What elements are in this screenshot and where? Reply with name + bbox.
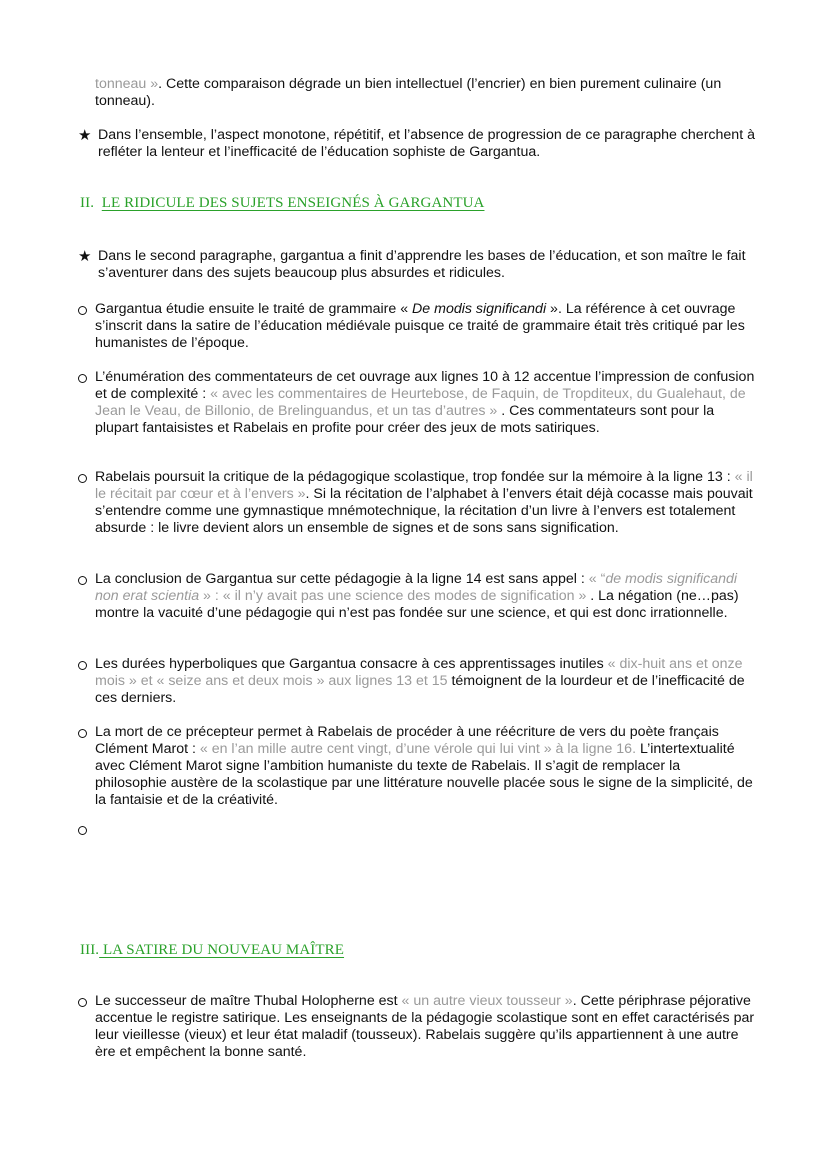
continuation-paragraph — [95, 76, 755, 110]
paragraph-text: . Cette comparaison dégrade un bien intellectuel (l’encrier) en bien purement culinaire (un tonneau). — [95, 76, 722, 109]
list-item — [95, 469, 755, 537]
section-number: II. — [80, 195, 95, 211]
quote-text: « avec les commentaires de Heurtebose, de Faquin, de Tropditeux, du Gualehaut, de Jean le Veau, de Billonio, de Brelinguandus, et un tas d’autres » — [95, 386, 746, 419]
circle-bullet-icon — [78, 729, 87, 738]
circle-bullet-icon — [78, 576, 87, 585]
item-text: Les durées hyperboliques que Gargantua consacre à ces apprentissages inutiles — [95, 656, 608, 672]
section-title — [99, 942, 344, 958]
quote-text: » : « il n’y avait pas une science des modes de signification » — [199, 588, 587, 604]
list-item — [95, 369, 755, 437]
list-item — [95, 993, 755, 1061]
quote-text: « un autre vieux tousseur » — [401, 993, 573, 1009]
quote-text: « “ — [588, 571, 606, 587]
circle-bullet-icon — [78, 998, 87, 1007]
circle-bullet-icon — [78, 661, 87, 670]
item-text: La mort de ce précepteur permet à Rabelais de procéder à une réécriture de vers du poète français Clément Marot : — [95, 724, 719, 757]
item-text: L’énumération des commentateurs de cet ouvrage aux lignes 10 à 12 accentue l’impression de confusion et de complexité : — [95, 369, 755, 402]
star-bullet-icon: ★ — [78, 248, 92, 265]
section-number: III. — [80, 942, 100, 958]
list-item — [95, 571, 755, 622]
circle-bullet-icon — [78, 306, 87, 315]
section-title: LE RIDICULE DES SUJETS ENSEIGNÉS À GARGANTUA — [101, 195, 485, 211]
quote-text: « dix-huit ans et onze mois » et « seize ans et deux mois » aux lignes 13 et 15 — [95, 656, 743, 689]
star-bullet-icon: ★ — [78, 127, 92, 144]
item-text: La conclusion de Gargantua sur cette pédagogie à la ligne 14 est sans appel : — [95, 571, 589, 587]
circle-bullet-icon — [78, 826, 87, 835]
quote-text: « il le récitait par cœur et à l’envers » — [95, 469, 753, 502]
list-item — [95, 656, 755, 707]
item-text: L’intertextualité avec Clément Marot signe l’ambition humaniste du texte de Rabelais. Il s’agit de remplacer la philosophie austère de la scolastique par une littérature nouvelle placée sous le signe de la simplicité, de la fantaisie et de la créativité. — [95, 741, 753, 808]
quote-italic: de modis significandi non erat scientia — [95, 571, 738, 604]
item-text: . La négation (ne…pas) montre la vacuité d’une pédagogie qui n’est pas fondée sur une science, et qui est donc irrationnelle. — [95, 588, 739, 621]
section-heading-3 — [80, 942, 344, 959]
section-heading-2 — [80, 195, 484, 212]
circle-bullet-icon — [78, 474, 87, 483]
quote-text: tonneau » — [95, 76, 159, 92]
quote-text: « en l’an mille autre cent vingt, d’une vérole qui lui vint » à la ligne 16. — [199, 741, 637, 757]
italic-title: De modis significandi — [412, 301, 547, 317]
list-item — [95, 301, 755, 352]
item-text: . Si la récitation de l’alphabet à l’envers était déjà cocasse mais pouvait s’entendre comme une gymnastique mnémotechnique, la récitation d’un livre à l’envers est totalement absurde : le livre devient alors un ensemble de signes et de sons sans signification. — [95, 486, 753, 536]
item-text: Le successeur de maître Thubal Holopherne est — [95, 993, 402, 1009]
item-text: . Ces commentateurs sont pour la plupart fantaisistes et Rabelais en profite pour créer des jeux de mots satiriques. — [95, 403, 715, 436]
item-text: ». La référence à cet ouvrage s’inscrit dans la satire de l’éducation médiévale puisque ce traité de grammaire était très critiqué par les humanistes de l’époque. — [95, 301, 745, 351]
list-item — [95, 724, 755, 809]
circle-bullet-icon — [78, 374, 87, 383]
star-item: Dans l’ensemble, l’aspect monotone, répétitif, et l’absence de progression de ce paragraphe cherchent à refléter la lenteur et l’inefficacité de l’éducation sophiste de Gargantua. — [98, 127, 755, 160]
item-text: Rabelais poursuit la critique de la pédagogique scolastique, trop fondée sur la mémoire à la ligne 13 : — [95, 469, 735, 485]
item-text: témoignent de la lourdeur et de l’inefficacité de ces derniers. — [95, 673, 745, 706]
item-text: . Cette périphrase péjorative accentue le registre satirique. Les enseignants de la pédagogie scolastique sont en effet caractérisés par leur vieillesse (vieux) et leur état maladif (tousseux). Rabelais suggère qu’ils appartiennent à une autre ère et empêchent la bonne santé. — [95, 993, 755, 1060]
section-title-text: LA SATIRE DU NOUVEAU MAÎTRE — [103, 942, 345, 958]
star-item: Dans le second paragraphe, gargantua a finit d’apprendre les bases de l’éducation, et son maître le fait s’aventurer dans des sujets beaucoup plus absurdes et ridicules. — [98, 248, 746, 281]
item-text: Gargantua étudie ensuite le traité de grammaire « — [95, 301, 413, 317]
